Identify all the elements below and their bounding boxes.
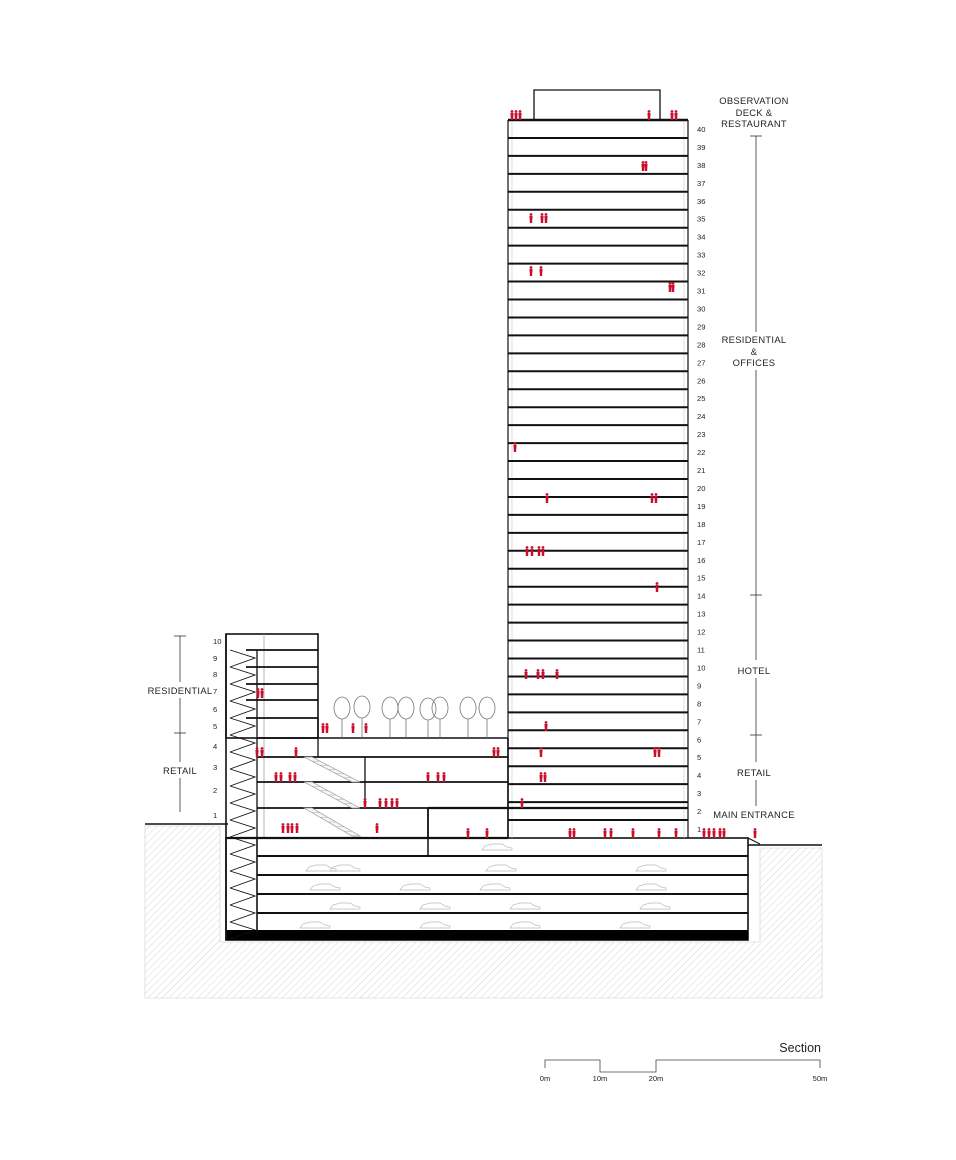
person-figure — [485, 831, 488, 838]
person-figure — [632, 828, 635, 831]
tower-floor-number: 16 — [697, 555, 706, 565]
stair-flight — [230, 888, 255, 905]
scale-bar — [540, 1060, 828, 1083]
person-figure — [658, 747, 661, 750]
scale-bar-segments — [545, 1060, 820, 1072]
person-figure — [280, 772, 283, 775]
podium-floor-labels — [213, 637, 221, 820]
person-figure — [288, 775, 291, 782]
person-figure — [544, 216, 547, 223]
tree-canopy — [334, 697, 350, 719]
person-figure — [510, 113, 513, 120]
tower-floor-number: 33 — [697, 250, 706, 260]
tower-floor-number: 15 — [697, 573, 706, 583]
zone-tower-retail: RETAIL — [737, 767, 771, 778]
podium-floor-number: 1 — [213, 811, 218, 820]
person-figure — [572, 831, 575, 838]
person-figure — [670, 113, 673, 120]
scale-label-50m: 50m — [812, 1074, 828, 1083]
basement-outline — [226, 838, 748, 940]
person-figure — [609, 831, 612, 838]
tree-canopy — [479, 697, 495, 719]
person-figure — [261, 747, 264, 750]
person-figure — [296, 823, 299, 826]
person-figure — [610, 828, 613, 831]
tower-floor-number: 4 — [697, 771, 702, 781]
podium-floor-number: 9 — [213, 654, 218, 663]
person-figure — [539, 750, 542, 757]
tower-floor-number: 8 — [697, 699, 702, 709]
person-figure — [294, 772, 297, 775]
person-figure — [290, 826, 293, 833]
person-figure — [526, 546, 529, 549]
person-figure — [648, 110, 651, 113]
person-figure — [531, 546, 534, 549]
tree-canopy — [354, 696, 370, 718]
tower-floor-number: 10 — [697, 663, 706, 673]
person-figure — [537, 549, 540, 556]
podium-floor-number: 6 — [213, 705, 218, 714]
zone-observation-line-1: OBSERVATION — [719, 95, 789, 106]
tower-floor-number: 30 — [697, 304, 706, 314]
person-figure — [647, 113, 650, 120]
person-figure — [668, 285, 671, 292]
zone-residential-offices-line-2: & — [750, 346, 758, 357]
roof-garden-trees — [334, 696, 495, 738]
tower-floor-number: 5 — [697, 753, 702, 763]
person-figure — [712, 831, 715, 838]
stair-flight — [230, 871, 255, 888]
person-figure — [261, 688, 264, 691]
car — [480, 884, 510, 890]
person-figure — [671, 285, 674, 292]
person-figure — [674, 113, 677, 120]
person-figure — [521, 798, 524, 801]
person-figure — [569, 828, 572, 831]
person-figure — [538, 546, 541, 549]
person-figure — [436, 775, 439, 782]
person-figure — [295, 826, 298, 833]
zone-observation-line-3: RESTAURANT — [721, 118, 787, 129]
car — [510, 922, 540, 928]
person-figure — [427, 772, 430, 775]
person-figure — [674, 831, 677, 838]
person-figure — [542, 546, 545, 549]
tower-floor-number: 18 — [697, 519, 706, 529]
person-figure — [375, 826, 378, 833]
person-figure — [376, 823, 379, 826]
person-figure — [722, 831, 725, 838]
tower-floor-labels — [697, 125, 705, 834]
tower-floor-number: 19 — [697, 501, 706, 511]
person-figure — [702, 831, 705, 838]
person-figure — [466, 831, 469, 838]
podium-floor-number: 7 — [213, 687, 218, 696]
podium-floor-number: 5 — [213, 722, 218, 731]
person-figure — [365, 723, 368, 726]
person-figure — [426, 775, 429, 782]
person-figure — [604, 828, 607, 831]
tower-floor-number: 6 — [697, 735, 702, 745]
person-figure — [530, 549, 533, 556]
stair-flight — [230, 718, 255, 735]
stair-flight — [230, 905, 255, 922]
person-figure — [442, 775, 445, 782]
person-figure — [325, 726, 328, 733]
tower-zone-labels — [713, 95, 795, 820]
person-figure — [651, 493, 654, 496]
tower-floor-number: 9 — [697, 681, 702, 691]
car — [300, 922, 330, 928]
person-figure — [707, 831, 710, 838]
tower-building — [428, 90, 688, 856]
car — [330, 903, 360, 909]
tower-floor-number: 34 — [697, 232, 706, 242]
person-figure — [437, 772, 440, 775]
person-figure — [257, 688, 260, 691]
tower-floor-number: 36 — [697, 196, 706, 206]
stair-flight — [230, 820, 255, 837]
car — [620, 922, 650, 928]
person-figure — [539, 775, 542, 782]
entrance-ramp — [748, 838, 760, 844]
tower-floor-number: 39 — [697, 142, 706, 152]
person-figure — [543, 775, 546, 782]
tower-zone-brackets — [750, 136, 762, 806]
person-figure — [395, 801, 398, 808]
podium-floor-number: 4 — [213, 742, 218, 751]
person-figure — [675, 110, 678, 113]
person-figure — [753, 831, 756, 838]
person-figure — [657, 831, 660, 838]
person-figure — [545, 213, 548, 216]
tower-floor-number: 22 — [697, 448, 706, 458]
person-figure — [654, 747, 657, 750]
podium-floor-number: 10 — [213, 637, 222, 646]
person-figure — [384, 801, 387, 808]
stair-flight — [230, 684, 255, 701]
car — [636, 884, 666, 890]
car — [400, 884, 430, 890]
person-figure — [525, 549, 528, 556]
tree-canopy — [460, 697, 476, 719]
person-figure — [467, 828, 470, 831]
person-figure — [530, 266, 533, 269]
stair-flight — [230, 786, 255, 803]
person-figure — [545, 496, 548, 503]
scale-label-0m: 0m — [539, 1074, 551, 1083]
person-figure — [286, 826, 289, 833]
person-figure — [496, 750, 499, 757]
person-figure — [378, 801, 381, 808]
person-figure — [544, 772, 547, 775]
zone-podium-residential: RESIDENTIAL — [147, 685, 213, 696]
stair-flight — [230, 701, 255, 718]
person-figure — [675, 828, 678, 831]
person-figure — [545, 721, 548, 724]
person-figure — [540, 747, 543, 750]
person-figure — [713, 828, 716, 831]
person-figure — [669, 282, 672, 285]
car — [306, 865, 336, 871]
tower-floor-number: 26 — [697, 376, 706, 386]
person-figure — [708, 828, 711, 831]
tower-floor-number: 27 — [697, 358, 706, 368]
person-figure — [540, 216, 543, 223]
person-figure — [537, 669, 540, 672]
tower-floor-number: 35 — [697, 214, 706, 224]
stair-flight — [230, 650, 255, 667]
person-figure — [653, 750, 656, 757]
person-figure — [256, 691, 259, 698]
person-figure — [294, 750, 297, 757]
person-figure — [718, 831, 721, 838]
person-figure — [279, 775, 282, 782]
scale-label-10m: 10m — [592, 1074, 608, 1083]
tower-floor-number: 23 — [697, 430, 706, 440]
zone-residential-offices-line-3: OFFICES — [732, 357, 776, 368]
person-figure — [514, 442, 517, 445]
person-figure — [287, 823, 290, 826]
person-figure — [656, 582, 659, 585]
person-figure — [260, 691, 263, 698]
tower-floor-number: 13 — [697, 609, 706, 619]
person-figure — [658, 828, 661, 831]
person-figure — [492, 750, 495, 757]
person-figure — [518, 113, 521, 120]
person-figure — [573, 828, 576, 831]
zone-hotel: HOTEL — [737, 665, 771, 676]
person-figure — [530, 213, 533, 216]
tower-floor-number: 40 — [697, 125, 706, 134]
tower-floor-number: 11 — [697, 645, 705, 655]
tree-canopy — [382, 697, 398, 719]
scale-label-20m: 20m — [648, 1074, 664, 1083]
car — [420, 922, 450, 928]
car — [420, 903, 450, 909]
person-figure — [540, 772, 543, 775]
person-figure — [544, 724, 547, 731]
car — [486, 865, 516, 871]
stair-flight — [230, 854, 255, 871]
tower-floor-number: 14 — [697, 591, 706, 601]
tower-floor-number: 17 — [697, 537, 706, 547]
tower-floor-number: 12 — [697, 627, 706, 637]
person-figure — [641, 164, 644, 171]
person-figure — [568, 831, 571, 838]
podium-floor-number: 8 — [213, 670, 218, 679]
person-figure — [351, 726, 354, 733]
person-figure — [295, 747, 298, 750]
drawing-title: Section — [779, 1041, 821, 1055]
person-figure — [723, 828, 726, 831]
tower-floor-number: 38 — [697, 160, 706, 170]
person-figure — [513, 445, 516, 452]
person-figure — [541, 213, 544, 216]
car — [330, 865, 360, 871]
person-figure — [275, 772, 278, 775]
person-figure — [703, 828, 706, 831]
stair-flight — [230, 803, 255, 820]
person-figure — [364, 726, 367, 733]
person-figure — [396, 798, 399, 801]
person-figure — [497, 747, 500, 750]
person-figure — [364, 798, 367, 801]
person-figure — [352, 723, 355, 726]
person-figure — [529, 216, 532, 223]
person-figure — [644, 164, 647, 171]
person-figure — [719, 828, 722, 831]
person-figure — [650, 496, 653, 503]
person-figure — [645, 161, 648, 164]
podium-floor-number: 2 — [213, 786, 218, 795]
tower-floor-number: 28 — [697, 340, 706, 350]
person-figure — [657, 750, 660, 757]
person-figure — [539, 269, 542, 276]
people-figures — [255, 110, 756, 838]
stair-flight — [230, 667, 255, 684]
tower-floor-number: 20 — [697, 484, 706, 493]
person-figure — [541, 672, 544, 679]
person-figure — [486, 828, 489, 831]
stair-flight — [230, 837, 255, 854]
person-figure — [390, 801, 393, 808]
car — [310, 884, 340, 890]
person-figure — [443, 772, 446, 775]
stair-flight — [230, 752, 255, 769]
person-figure — [603, 831, 606, 838]
person-figure — [672, 282, 675, 285]
person-figure — [260, 750, 263, 757]
person-figure — [642, 161, 645, 164]
person-figure — [754, 828, 757, 831]
zone-residential-offices-line-1: RESIDENTIAL — [721, 334, 787, 345]
tower-floor-number: 21 — [697, 466, 706, 475]
person-figure — [555, 672, 558, 679]
person-figure — [655, 585, 658, 592]
zone-observation-line-2: DECK & — [735, 107, 773, 118]
person-figure — [515, 110, 518, 113]
tower-floor-number: 32 — [697, 268, 706, 278]
person-figure — [282, 823, 285, 826]
tree-canopy — [398, 697, 414, 719]
podium-floor-number: 3 — [213, 763, 218, 772]
person-figure — [654, 496, 657, 503]
person-figure — [255, 750, 258, 757]
person-figure — [256, 747, 259, 750]
tower-floor-number: 24 — [697, 412, 706, 422]
zone-main-entrance: MAIN ENTRANCE — [713, 809, 795, 820]
person-figure — [326, 723, 329, 726]
person-figure — [524, 672, 527, 679]
tower-floor-number: 2 — [697, 807, 702, 817]
person-figure — [540, 266, 543, 269]
person-figure — [281, 826, 284, 833]
car — [482, 844, 512, 850]
person-figure — [293, 775, 296, 782]
person-figure — [493, 747, 496, 750]
zone-podium-retail: RETAIL — [163, 765, 197, 776]
car — [636, 865, 666, 871]
person-figure — [542, 669, 545, 672]
foundation-slab — [226, 930, 748, 940]
tree-canopy — [432, 697, 448, 719]
person-figure — [671, 110, 674, 113]
person-figure — [274, 775, 277, 782]
person-figure — [385, 798, 388, 801]
tower-floor-number: 31 — [697, 286, 706, 296]
person-figure — [519, 110, 522, 113]
person-figure — [546, 493, 549, 496]
person-figure — [291, 823, 294, 826]
rooftop-pavilion — [534, 90, 660, 120]
person-figure — [520, 801, 523, 808]
escalators — [304, 757, 360, 836]
tower-floor-number: 37 — [697, 178, 706, 188]
tower-floor-number: 7 — [697, 717, 702, 727]
tower-floor-number: 3 — [697, 789, 702, 799]
person-figure — [556, 669, 559, 672]
person-figure — [514, 113, 517, 120]
person-figure — [525, 669, 528, 672]
person-figure — [363, 801, 366, 808]
person-figure — [655, 493, 658, 496]
person-figure — [321, 726, 324, 733]
car — [510, 903, 540, 909]
basement-parking — [226, 838, 748, 940]
person-figure — [536, 672, 539, 679]
person-figure — [511, 110, 514, 113]
person-figure — [289, 772, 292, 775]
car — [640, 903, 670, 909]
person-figure — [541, 549, 544, 556]
tower-floor-number: 29 — [697, 322, 706, 332]
person-figure — [529, 269, 532, 276]
tower-floor-number: 25 — [697, 394, 706, 404]
stair-flight — [230, 769, 255, 786]
podium-zone-brackets — [174, 636, 186, 812]
person-figure — [391, 798, 394, 801]
person-figure — [322, 723, 325, 726]
person-figure — [379, 798, 382, 801]
tower-floor-number: 1 — [697, 825, 702, 834]
person-figure — [631, 831, 634, 838]
